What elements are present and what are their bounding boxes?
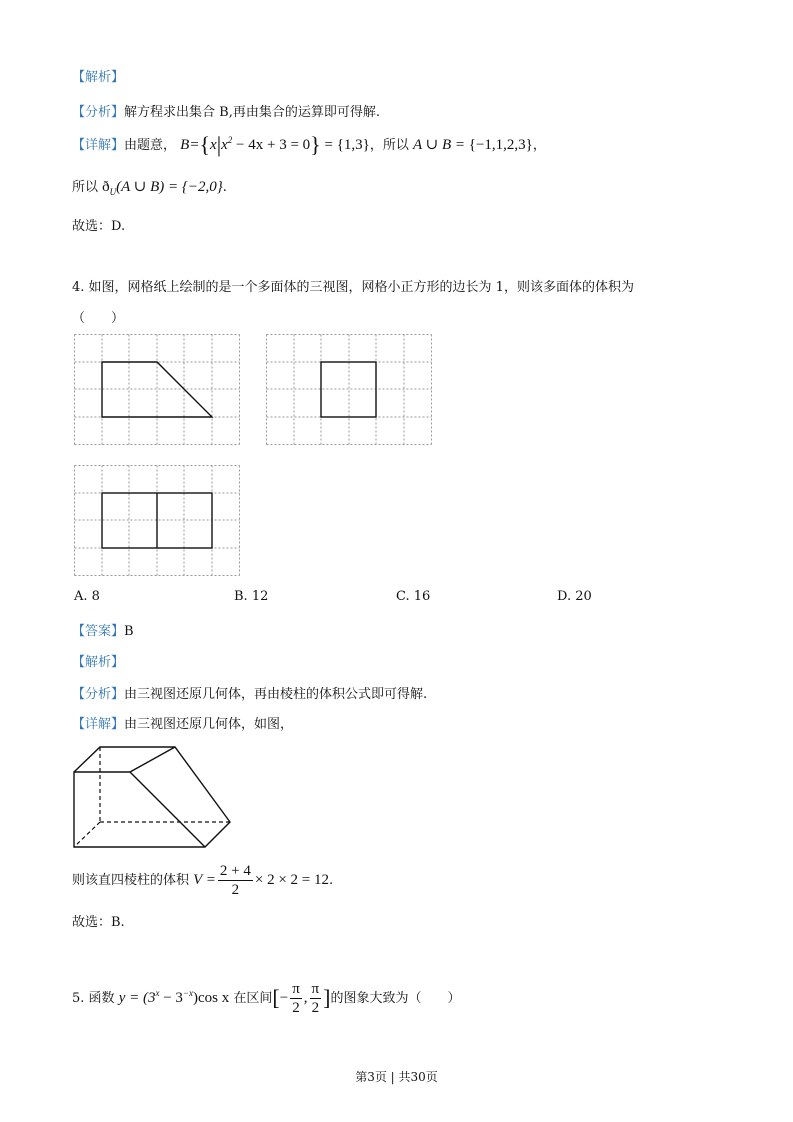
q4-paren: （ ） [72, 311, 125, 326]
option-b: B. 12 [234, 589, 269, 604]
line2-prefix: 所以 [72, 180, 99, 195]
q5-interval-prefix: 在区间 [233, 990, 273, 1006]
complement-sub: U [109, 187, 117, 197]
q5-frac1-den: 2 [292, 1000, 300, 1016]
q5-neg: − [279, 989, 289, 1006]
prism-3d-diagram [70, 742, 240, 852]
q4-fenxi-line [72, 683, 427, 702]
set-b-var: x [210, 137, 217, 153]
q5-prefix: 5. 函数 [72, 990, 115, 1006]
bracket-left: [ [272, 984, 280, 1010]
q4-jiexi-label: 【解析】 [72, 655, 125, 670]
set-b-cond: x [221, 137, 228, 153]
q4-xiangjie-tag: 【详解】 [72, 717, 125, 732]
set-b-expression [180, 132, 370, 157]
q4-fenxi-tag: 【分析】 [72, 687, 125, 702]
xiangjie-prefix: 由题意， [124, 138, 177, 153]
union-result: {−1,1,2,3} [468, 137, 533, 153]
complement-symbol: ð [102, 179, 110, 195]
q5-interval [272, 981, 331, 1016]
q5-function [118, 987, 230, 1006]
side-view-diagram [266, 334, 433, 446]
jiexi-label: 【解析】 [72, 70, 125, 85]
volume-rest: × 2 × 2 = 12 [254, 871, 330, 888]
brace-right: } [310, 132, 321, 157]
end-comma: ， [532, 138, 546, 153]
volume-fraction [218, 862, 253, 899]
q4-xiangjie-line [72, 713, 293, 732]
xiangjie-line [72, 132, 546, 158]
line2-end: . [222, 180, 227, 195]
q5-exp2: −x [182, 987, 194, 998]
q5-frac-2 [310, 980, 322, 1017]
complement-expr: (A ∪ B) = {−2,0} [116, 179, 223, 195]
option-c: C. 16 [396, 589, 431, 604]
set-b-rest: − 4x + 3 = 0 [232, 137, 311, 153]
frac-numerator: 2 + 4 [219, 863, 251, 879]
q5-func-rest: )cos x [193, 989, 230, 1006]
q5-frac2-num: π [311, 981, 320, 997]
q5-exp1: x [155, 987, 160, 998]
fenxi-text: 解方程求出集合 B,再由集合的运算即可得解. [124, 105, 380, 120]
volume-var: V = [193, 871, 216, 888]
set-b-label: B= [180, 137, 200, 153]
q5-suffix: 的图象大致为（ ） [330, 990, 461, 1006]
q4-answer-line [72, 620, 134, 639]
volume-end: . [329, 872, 334, 888]
bracket-right: ] [323, 984, 331, 1010]
complement-line [72, 176, 227, 197]
q5-frac2-den: 2 [311, 1000, 320, 1016]
q3-answer-line: 故选：D. [72, 219, 126, 234]
brace-left: { [199, 132, 211, 157]
q4-final-answer: 故选：B. [72, 915, 125, 930]
fenxi-line [72, 101, 380, 120]
option-d: D. 20 [557, 589, 592, 604]
front-view-diagram [74, 334, 241, 446]
answer-value: B [124, 624, 134, 639]
top-view-diagram [74, 465, 241, 577]
bar: | [216, 132, 222, 157]
q4-fenxi-text: 由三视图还原几何体，再由棱柱的体积公式即可得解. [124, 687, 428, 702]
q4-xiangjie-text: 由三视图还原几何体，如图， [124, 717, 294, 732]
q5-frac-1 [290, 980, 302, 1017]
q5-stem [72, 980, 460, 1017]
complement-expression [102, 179, 223, 195]
q5-minus: − 3 [159, 989, 183, 1006]
q5-func: y = (3 [118, 989, 156, 1006]
q5-comma: , [303, 989, 308, 1006]
xiangjie-tag: 【详解】 [72, 138, 125, 153]
option-a: A. 8 [74, 589, 100, 604]
page-footer: 第3页 | 共30页 [355, 1070, 438, 1084]
frac-denominator: 2 [231, 882, 240, 898]
set-b-result: = {1,3} [324, 137, 370, 153]
set-b-exp: 2 [227, 135, 233, 145]
q5-frac1-num: π [292, 981, 300, 997]
answer-tag: 【答案】 [72, 624, 125, 639]
fenxi-tag: 【分析】 [72, 105, 125, 120]
volume-formula [193, 863, 330, 898]
union-expression [413, 137, 533, 153]
volume-prefix: 则该直四棱柱的体积 [72, 872, 190, 888]
q4-stem: 4. 如图，网格纸上绘制的是一个多面体的三视图，网格小正方形的边长为 1，则该多面体的体积为 [72, 280, 634, 295]
union-expr: A ∪ B = [413, 137, 465, 153]
volume-line [72, 862, 333, 899]
suoyi-text: ，所以 [369, 138, 409, 153]
